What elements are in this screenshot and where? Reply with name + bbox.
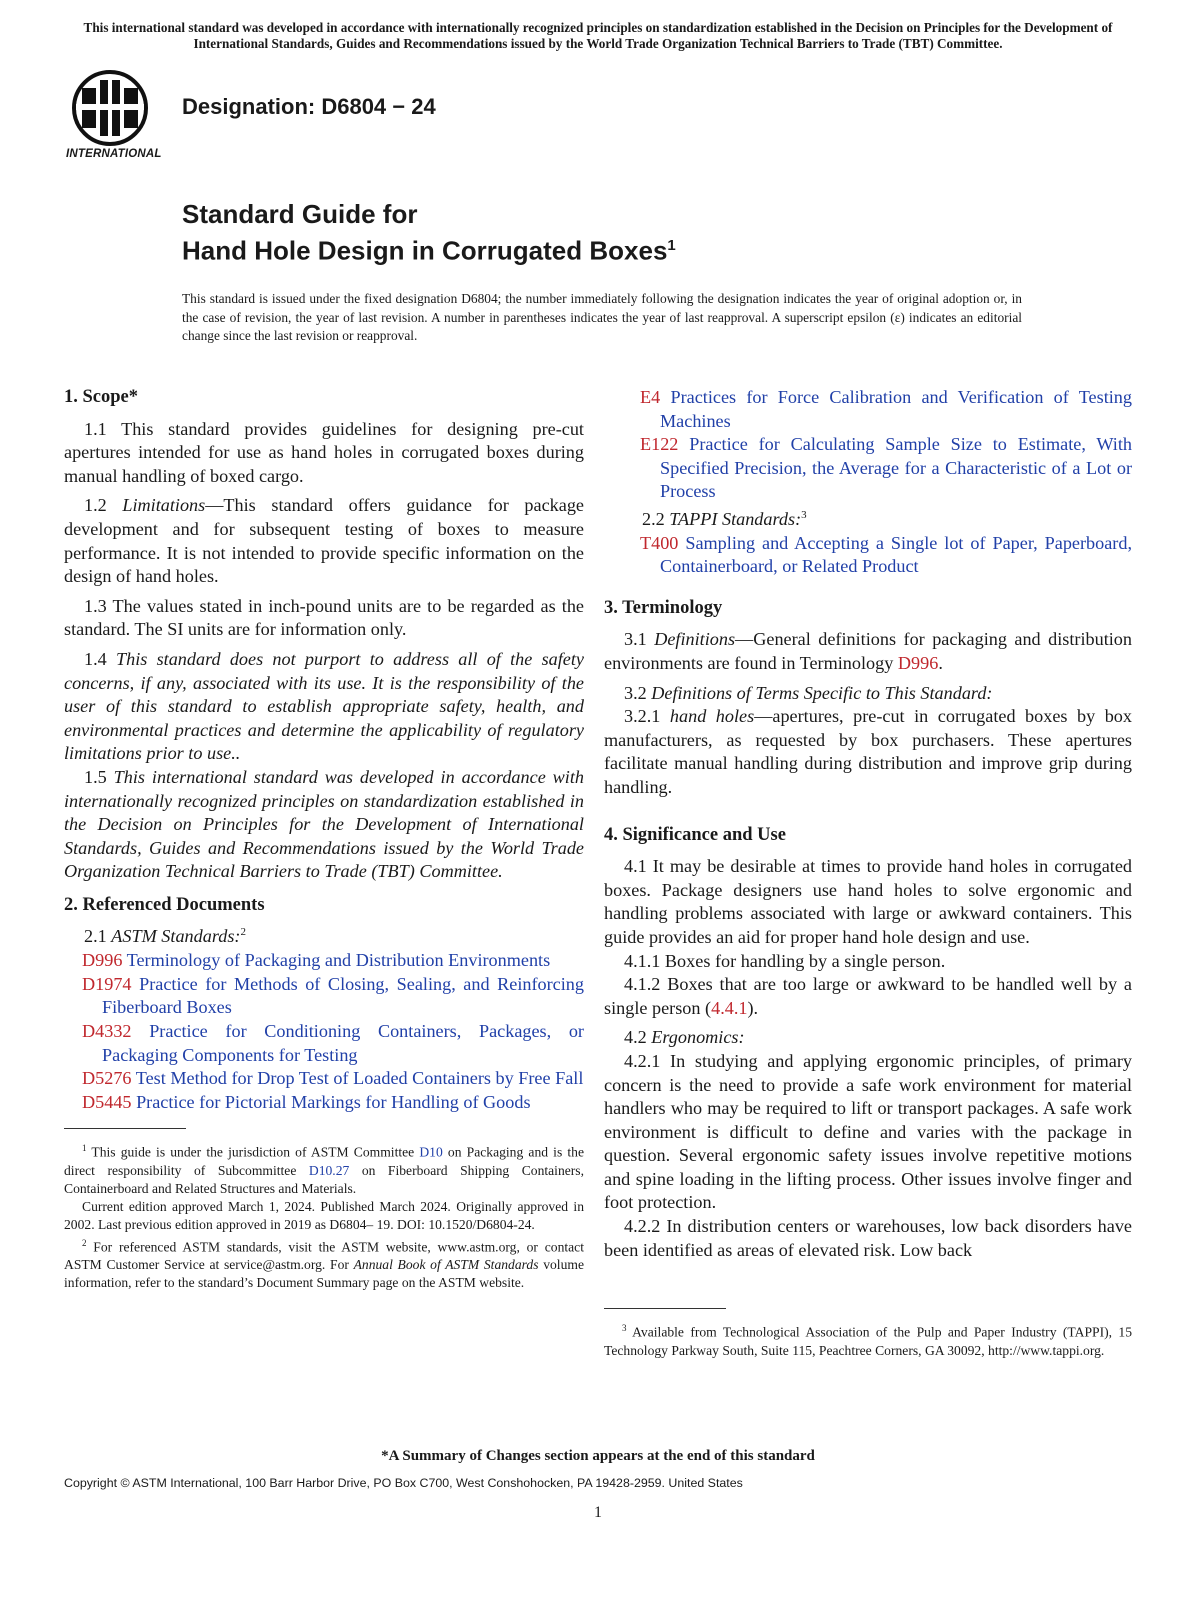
paragraph-1-2-num: 1.2 — [84, 495, 123, 516]
copyright-line: Copyright © ASTM International, 100 Barr Harbor Drive, PO Box C700, West Conshohocken, PA 19428-2959. United States — [64, 1476, 743, 1490]
paragraph-1-4 — [64, 648, 584, 766]
title-line-2 — [182, 230, 676, 267]
footnote-2-italic: Annual Book of ASTM Standards — [353, 1257, 539, 1273]
section-heading-terminology: 3. Terminology — [604, 597, 723, 618]
footnote-1-edition: Current edition approved March 1, 2024. Published March 2024. Originally approved in 2002. Last previous edition approved in 2019 as D6804– 19. DOI: 10.1520/D6804-24. — [64, 1198, 584, 1232]
paragraph-3-1-term: Definitions — [654, 629, 736, 650]
astm-standards-num: 2.1 — [84, 926, 112, 947]
logo-wordmark: INTERNATIONAL — [66, 148, 162, 160]
paragraph-3-2-1-text: —apertures, pre-cut in corrugated boxes by box manufacturers, as requested by box purchasers. These apertures facilitate manual handling during distribution and improve grip during handling. — [604, 706, 1132, 797]
title-footnote-mark: 1 — [667, 237, 676, 254]
reference-code[interactable]: D5276 — [82, 1068, 132, 1089]
paragraph-3-1 — [604, 628, 1132, 675]
astm-footnote-mark: 2 — [240, 926, 246, 939]
paragraph-4-2-2: 4.2.2 In distribution centers or warehouses, low back disorders have been identified as areas of elevated risk. Low back — [604, 1216, 1132, 1260]
section-heading-significance: 4. Significance and Use — [604, 824, 786, 845]
paragraph-4-2-1: 4.2.1 In studying and applying ergonomic principles, of primary concern is the need to provide a safe work environment for material handlers who may be required to lift or transport packages. A safe work environment is difficult to define and varies with the package in question. Several ergonomic safety issues involve repetitive motions and spine loading in the lifting process. Other issues involve finger and foot protection. — [604, 1050, 1132, 1213]
reference-title[interactable]: Practice for Pictorial Markings for Handling of Goods — [136, 1091, 531, 1112]
paragraph-4-1-2 — [604, 973, 1132, 1020]
reference-code[interactable]: D4332 — [82, 1020, 132, 1041]
footnote-1-text-a: This guide is under the jurisdiction of ASTM Committee — [86, 1144, 420, 1160]
designation: Designation: D6804 − 24 — [182, 94, 436, 119]
reference-item[interactable] — [64, 973, 584, 1020]
reference-code[interactable]: D996 — [82, 950, 123, 971]
paragraph-1-4-text: This standard does not purport to address all of the safety concerns, if any, associated with its use. It is the responsibility of the user of this standard to establish appropriate safety, health, and environmental practices and determine the applicability of regulatory limitations prior to use.. — [64, 648, 584, 764]
terminology-d996-link[interactable]: D996 — [897, 653, 939, 673]
footnote-2-text-b: volume information, refer to the standard’s Document Summary page on the ASTM website. — [64, 1257, 584, 1291]
paragraph-3-1-num: 3.1 — [624, 629, 655, 650]
left-column — [64, 386, 584, 1292]
paragraph-3-1-end: . — [938, 653, 943, 673]
tappi-standards-label — [622, 504, 1132, 532]
paragraph-1-2 — [64, 494, 584, 588]
reference-title[interactable]: Practice for Calculating Sample Size to Estimate, With Specified Precision, the Average for a Characteristic of a Lot or Process — [660, 434, 1133, 502]
reference-item[interactable] — [64, 949, 584, 973]
paragraph-1-3: 1.3 The values stated in inch-pound units are to be regarded as the standard. The SI units are for information only. — [64, 595, 584, 640]
paragraph-3-1-text: —General definitions for packaging and distribution environments are found in Terminology — [604, 629, 1132, 673]
title-line-2-text: Hand Hole Design in Corrugated Boxes — [182, 235, 668, 266]
section-heading-scope: 1. Scope* — [64, 387, 138, 407]
paragraph-1-5-num: 1.5 — [84, 766, 114, 787]
paragraph-3-2-text: Definitions of Terms Specific to This Standard: — [651, 682, 993, 703]
paragraph-4-2-label: Ergonomics: — [651, 1027, 745, 1048]
astm-reference-list — [64, 949, 584, 1114]
footnote-divider — [64, 1128, 186, 1129]
reference-code[interactable]: D5445 — [82, 1091, 132, 1112]
section-heading-references: 2. Referenced Documents — [64, 894, 265, 915]
footnote-1 — [64, 1139, 584, 1198]
reference-title[interactable]: Sampling and Accepting a Single lot of Paper, Paperboard, Containerboard, or Related Product — [660, 532, 1133, 577]
paragraph-1-2-term: Limitations — [122, 495, 206, 516]
reference-title[interactable]: Test Method for Drop Test of Loaded Containers by Free Fall — [135, 1068, 584, 1089]
reference-item[interactable] — [64, 1067, 584, 1091]
paragraph-4-1-2-end: ). — [747, 997, 759, 1018]
paragraph-4-2 — [604, 1026, 1132, 1050]
reference-code[interactable]: D1974 — [82, 973, 132, 994]
paragraph-1-4-num: 1.4 — [84, 648, 116, 669]
astm-reference-list-continued — [622, 386, 1132, 504]
reference-title[interactable]: Practice for Conditioning Containers, Packages, or Packaging Components for Testing — [102, 1020, 584, 1065]
paragraph-3-2-num: 3.2 — [624, 682, 652, 703]
document-title — [182, 198, 676, 267]
reference-code[interactable]: E122 — [640, 434, 679, 455]
title-line-1: Standard Guide for — [182, 199, 418, 229]
footnote-3-text: Available from Technological Association of the Pulp and Paper Industry (TAPPI), 15 Technology Parkway South, Suite 115, Peachtree Corners, GA 30092, http://www.tappi.org. — [604, 1324, 1132, 1358]
issue-note: This standard is issued under the fixed designation D6804; the number immediately following the designation indicates the year of original adoption or, in the case of revision, the year of last revision. A number in parentheses indicates the year of last reapproval. A superscript epsilon (ε) indicates an editorial change since the last revision or reapproval. — [182, 291, 1022, 343]
tappi-standards-num: 2.2 — [642, 509, 670, 530]
paragraph-4-1-2-text: 4.1.2 Boxes that are too large or awkward to be handled well by a single person ( — [604, 974, 1132, 1018]
paragraph-3-2-1 — [604, 705, 1132, 799]
paragraph-4-2-num: 4.2 — [624, 1027, 652, 1048]
page-number: 1 — [594, 1504, 602, 1521]
astm-logo — [62, 70, 166, 166]
footnote-1-mark: 1 — [82, 1143, 87, 1154]
footnote-2 — [64, 1234, 584, 1293]
paragraph-3-2-1-num: 3.2.1 — [624, 706, 670, 727]
paragraph-4-1: 4.1 It may be desirable at times to provide hand holes in corrugated boxes. Package designers use hand holes to solve ergonomic and handling problems associated with large or awkward containers. This guide provides an aid for proper hand hole design and use. — [604, 856, 1132, 947]
paragraph-4-1-1: 4.1.1 Boxes for handling by a single person. — [624, 950, 946, 971]
footnote-1-text-b: on Packaging and is the direct responsibility of Subcommittee — [64, 1144, 584, 1178]
reference-title[interactable]: Practices for Force Calibration and Verification of Testing Machines — [660, 387, 1132, 431]
paragraph-3-2 — [604, 682, 1132, 706]
summary-of-changes-note: *A Summary of Changes section appears at the end of this standard — [381, 1448, 815, 1464]
tappi-footnote-mark: 3 — [801, 508, 807, 521]
committee-d10-link[interactable]: D10 — [419, 1144, 443, 1160]
footnote-2-mark: 2 — [82, 1237, 87, 1248]
reference-code[interactable]: E4 — [640, 387, 661, 407]
reference-item[interactable] — [64, 1091, 584, 1115]
subcommittee-d10-27-link[interactable]: D10.27 — [308, 1162, 350, 1178]
reference-item[interactable] — [622, 433, 1132, 504]
astm-standards-label — [64, 921, 584, 949]
paragraph-1-5-text: This international standard was developed in accordance with internationally recognized principles on standardization established in the Decision on Principles for the Development of International Standards, Guides and Recommendations issued by the World Trade Organization Technical Barriers to Trade (TBT) Committee. — [64, 766, 585, 882]
paragraph-1-1: 1.1 This standard provides guidelines for designing pre-cut apertures intended for use as hand holes in corrugated boxes during manual handling of boxed cargo. — [64, 418, 584, 486]
reference-item[interactable] — [622, 386, 1132, 433]
right-column — [604, 386, 1133, 1360]
footnote-3 — [604, 1319, 1132, 1360]
paragraph-3-2-1-term: hand holes — [669, 706, 755, 727]
wto-notice: This international standard was developed in accordance with internationally recognized principles on standardization established in the Decision on Principles for the Development of International Standards, Guides and Recommendations issued by the World Trade Organization Technical Barriers to Trade (TBT) Committee. — [83, 20, 1113, 51]
section-4-4-1-link[interactable]: 4.4.1 — [711, 997, 748, 1018]
footnote-3-mark: 3 — [622, 1323, 627, 1334]
reference-code[interactable]: T400 — [640, 532, 679, 553]
tappi-standards-text: TAPPI Standards: — [669, 509, 802, 530]
footnote-1-text-c: on Fiberboard Shipping Containers, Containerboard and Related Structures and Materials. — [64, 1162, 584, 1196]
reference-title[interactable]: Terminology of Packaging and Distribution Environments — [126, 950, 551, 971]
reference-item[interactable] — [64, 1020, 584, 1067]
astm-standards-text: ASTM Standards: — [111, 926, 241, 947]
footnote-2-text-a: For referenced ASTM standards, visit the ASTM website, www.astm.org, or contact ASTM Customer Service at service@astm.org. For — [64, 1239, 584, 1273]
footnote-divider — [604, 1308, 726, 1309]
reference-title[interactable]: Practice for Methods of Closing, Sealing, and Reinforcing Fiberboard Boxes — [102, 973, 584, 1018]
paragraph-1-5 — [64, 766, 584, 884]
reference-item[interactable] — [622, 532, 1132, 579]
paragraph-1-2-text: —This standard offers guidance for package development and for subsequent testing of boxes to measure performance. It is not intended to provide specific information on the design of hand holes. — [64, 495, 584, 587]
